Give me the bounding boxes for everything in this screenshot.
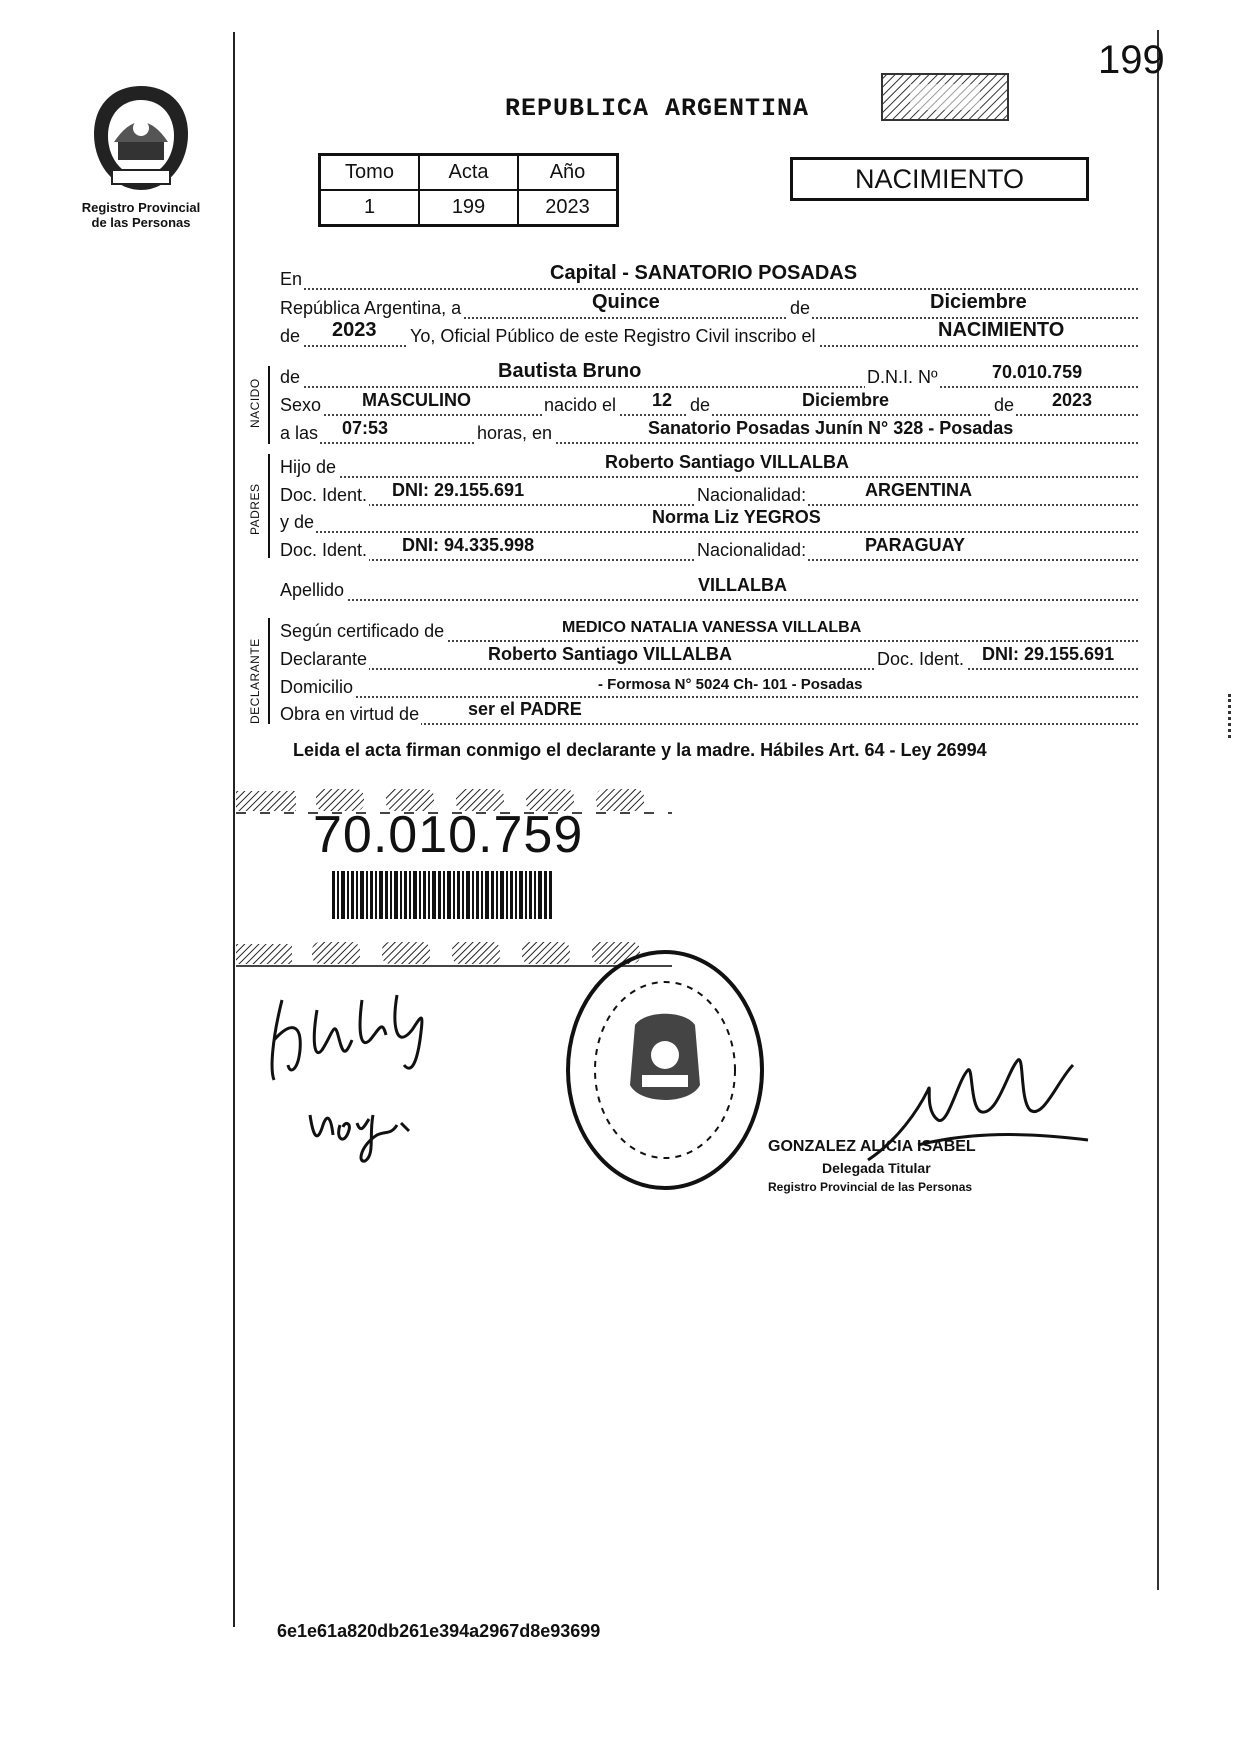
label-obra-virtud: Obra en virtud de	[280, 704, 420, 724]
value-declarante: Roberto Santiago VILLALBA	[488, 644, 732, 664]
label-doc-ident: Doc. Ident.	[280, 485, 368, 505]
label-dni: D.N.I. Nº	[867, 367, 938, 387]
dotted-line	[280, 287, 1138, 290]
acta-header: Acta	[419, 155, 518, 191]
dotted-line	[280, 441, 1138, 444]
row-nacido-name	[280, 360, 1138, 390]
value-place: Capital - SANATORIO POSADAS	[550, 262, 858, 284]
page-number: 199	[1098, 38, 1165, 82]
anio-value: 2023	[518, 190, 618, 226]
declarant-signature	[262, 980, 452, 1090]
barcode	[332, 871, 552, 919]
value-birth-day: 12	[652, 390, 673, 410]
dni-stamp: 70.010.759	[313, 806, 584, 864]
value-mother-name: Norma Liz YEGROS	[652, 507, 821, 527]
label-hijo-de: Hijo de	[280, 457, 337, 477]
edge-mark	[1228, 694, 1234, 738]
label-en: En	[280, 269, 303, 289]
label-inscribo: Yo, Oficial Público de este Registro Civil inscribo el	[410, 326, 816, 346]
value-birth-time: 07:53	[342, 418, 389, 438]
value-day: Quince	[592, 291, 660, 313]
value-year: 2023	[332, 319, 377, 341]
label-domicilio: Domicilio	[280, 677, 354, 697]
label-sexo: Sexo	[280, 395, 322, 415]
section-label-nacido: NACIDO	[248, 378, 262, 428]
value-child-dni: 70.010.759	[992, 362, 1083, 382]
row-mother-doc	[280, 533, 1138, 563]
right-margin-line	[1157, 30, 1159, 1590]
value-month: Diciembre	[930, 291, 1027, 313]
label-apellido: Apellido	[280, 580, 345, 600]
value-mother-doc: DNI: 94.335.998	[402, 535, 535, 555]
dotted-line	[280, 598, 1138, 601]
value-domicilio: - Formosa N° 5024 Ch- 101 - Posadas	[598, 676, 863, 693]
tomo-header: Tomo	[320, 155, 420, 191]
closing-statement: Leida el acta firman conmigo el declarante y la madre. Hábiles Art. 64 - Ley 26994	[293, 740, 987, 760]
tomo-value: 1	[320, 190, 420, 226]
anio-header: Año	[518, 155, 618, 191]
section-bar-padres	[268, 454, 270, 558]
section-label-padres: PADRES	[248, 483, 262, 535]
row-nacido-sexo	[280, 388, 1138, 418]
official-role: Delegada Titular	[822, 1160, 931, 1176]
official-seal	[560, 945, 770, 1195]
label-republica: República Argentina, a	[280, 298, 462, 318]
value-declarante-doc: DNI: 29.155.691	[982, 644, 1115, 664]
row-republica	[280, 291, 1138, 321]
section-bar-nacido	[268, 366, 270, 444]
label-de: de	[994, 395, 1015, 415]
label-y-de: y de	[280, 512, 315, 532]
value-birth-year: 2023	[1052, 390, 1093, 410]
label-doc-ident: Doc. Ident.	[877, 649, 965, 669]
value-birth-month: Diciembre	[802, 390, 890, 410]
header-title: REPUBLICA ARGENTINA	[505, 94, 810, 123]
official-org: Registro Provincial de las Personas	[768, 1180, 973, 1194]
value-act-type: NACIMIENTO	[938, 319, 1065, 341]
provincial-logo	[88, 82, 194, 194]
row-declarante	[280, 642, 1138, 672]
label-horas-en: horas, en	[477, 423, 553, 443]
value-sexo: MASCULINO	[362, 390, 471, 410]
label-declarante: Declarante	[280, 649, 368, 669]
row-father-doc	[280, 478, 1138, 508]
logo-caption-line2: de las Personas	[91, 215, 191, 230]
label-nacido-el: nacido el	[544, 395, 617, 415]
value-certificado: MEDICO NATALIA VANESSA VILLALBA	[562, 619, 862, 636]
logo-caption	[70, 200, 212, 230]
hatched-stamp	[880, 72, 1010, 122]
document-type-box: NACIMIENTO	[790, 157, 1089, 201]
mother-signature	[305, 1095, 415, 1165]
value-apellido: VILLALBA	[698, 575, 787, 595]
label-doc-ident: Doc. Ident.	[280, 540, 368, 560]
value-father-name: Roberto Santiago VILLALBA	[605, 452, 849, 472]
row-obra	[280, 697, 1138, 727]
row-domicilio	[280, 670, 1138, 700]
left-margin-line	[233, 32, 235, 1627]
registry-table	[318, 153, 619, 227]
acta-value: 199	[419, 190, 518, 226]
registry-table-value-row	[320, 190, 618, 226]
official-name: GONZALEZ ALICIA ISABEL	[768, 1138, 976, 1155]
label-de: de	[790, 298, 811, 318]
row-certificado	[280, 614, 1138, 644]
section-bar-declarante	[268, 618, 270, 724]
registry-table-header-row	[320, 155, 618, 191]
value-child-name: Bautista Bruno	[498, 360, 642, 382]
logo-caption-line1: Registro Provincial	[81, 200, 201, 215]
value-father-doc: DNI: 29.155.691	[392, 480, 525, 500]
label-de: de	[280, 326, 301, 346]
row-nacido-hora	[280, 416, 1138, 446]
section-label-declarante: DECLARANTE	[248, 638, 262, 724]
value-obra-virtud: ser el PADRE	[468, 699, 582, 719]
label-de: de	[690, 395, 711, 415]
label-nacionalidad: Nacionalidad:	[697, 540, 807, 560]
value-father-nationality: ARGENTINA	[865, 480, 972, 500]
row-year	[280, 319, 1138, 349]
row-hijo-de	[280, 450, 1138, 480]
row-apellido	[280, 573, 1138, 603]
document-hash: 6e1e61a820db261e394a2967d8e93699	[277, 1621, 601, 1641]
value-birth-place: Sanatorio Posadas Junín N° 328 - Posadas	[648, 418, 1014, 438]
row-y-de	[280, 505, 1138, 535]
value-mother-nationality: PARAGUAY	[865, 535, 966, 555]
label-nacionalidad: Nacionalidad:	[697, 485, 807, 505]
row-en	[280, 262, 1138, 292]
label-de: de	[280, 367, 301, 387]
label-certificado: Según certificado de	[280, 621, 445, 641]
label-a-las: a las	[280, 423, 319, 443]
